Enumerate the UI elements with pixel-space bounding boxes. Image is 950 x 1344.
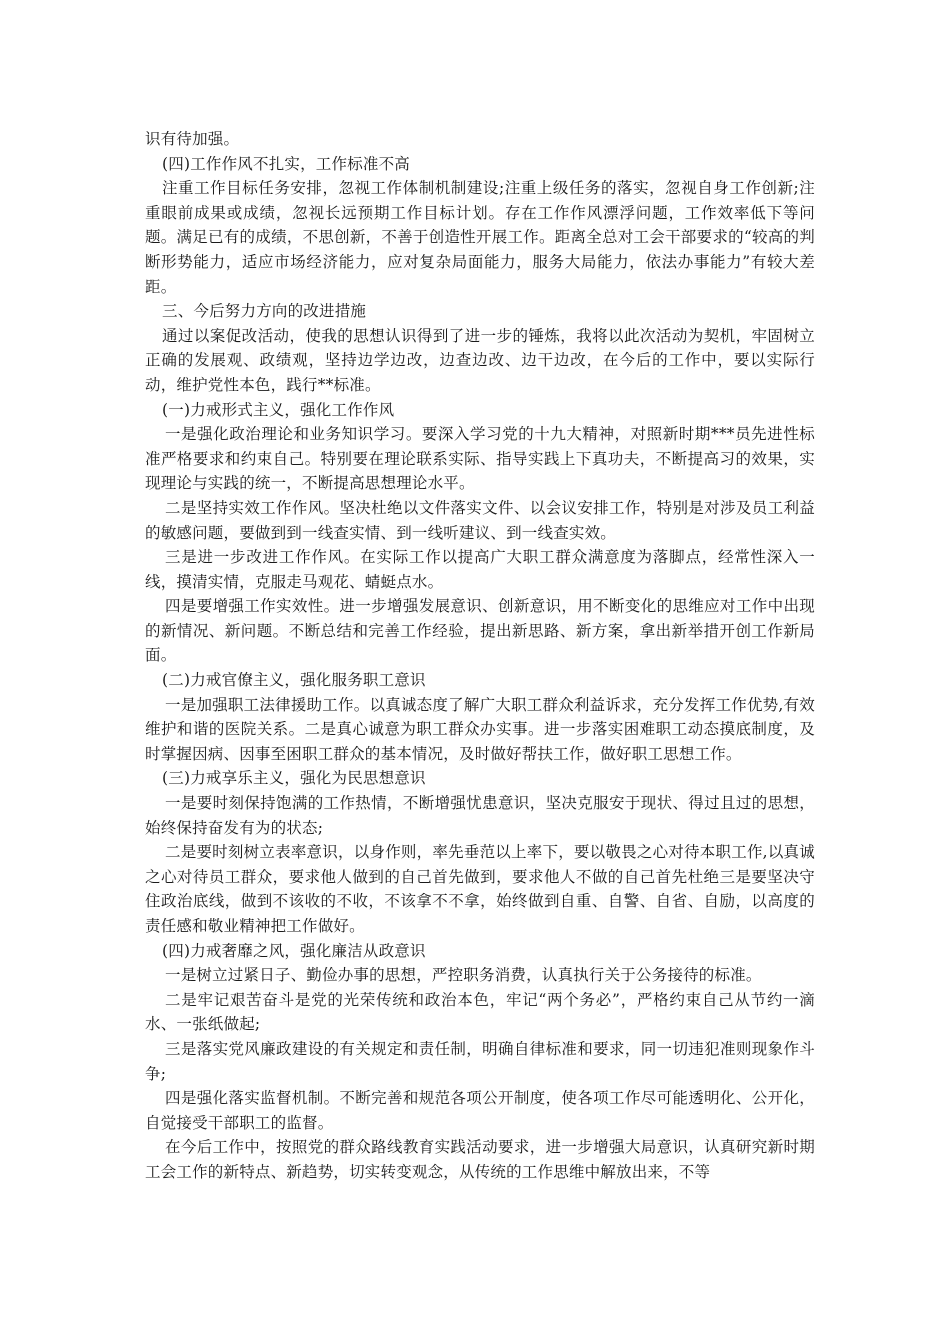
section-heading-4b: (四)力戒奢靡之风，强化廉洁从政意识: [162, 941, 426, 960]
paragraph: 通过以案促改活动，使我的思想认识得到了进一步的锤炼，我将以此次活动为契机，牢固树立正确的发展观、政绩观，坚持边学边改，边查边改、边干边改，在今后的工作中，要以实际行动，维护党性本色，践行**标准。: [145, 326, 815, 394]
paragraph: 三是落实党风廉政建设的有关规定和责任制，明确自律标准和要求，同一切违犯准则现象作斗争;: [145, 1039, 815, 1083]
document-body: [145, 127, 815, 1185]
section-heading-1: (一)力戒形式主义，强化工作作风: [162, 400, 395, 419]
section-heading-3: (三)力戒享乐主义，强化为民思想意识: [162, 769, 426, 788]
paragraph: 一是要时刻保持饱满的工作热情，不断增强忧患意识，坚决克服安于现状、得过且过的思想，始终保持奋发有为的状态;: [145, 794, 815, 837]
section-heading-4: (四)工作作风不扎实，工作标准不高: [162, 154, 410, 173]
paragraph: 三是进一步改进工作作风。在实际工作以提高广大职工群众满意度为落脚点，经常性深入一线，摸清实情，克服走马观花、蜻蜓点水。: [145, 548, 815, 591]
chapter-heading-3: 三、今后努力方向的改进措施: [162, 302, 367, 321]
section-heading-2: (二)力戒官僚主义，强化服务职工意识: [162, 671, 426, 690]
paragraph-continuation: 识有待加强。: [145, 130, 240, 148]
paragraph: 二是坚持实效工作作风。坚决杜绝以文件落实文件、以会议安排工作，特别是对涉及员工利益的敏感问题，要做到到一线查实情、到一线听建议、到一线查实效。: [145, 498, 815, 542]
paragraph: 四是要增强工作实效性。进一步增强发展意识、创新意识，用不断变化的思维应对工作中出现的新情况、新问题。不断总结和完善工作经验，提出新思路、新方案，拿出新举措开创工作新局面。: [145, 597, 815, 665]
paragraph: 二是要时刻树立表率意识，以身作则，率先垂范以上率下，要以敬畏之心对待本职工作,以真诚之心对待员工群众，要求他人做到的自己首先做到，要求他人不做的自己首先杜绝三是要坚决守住政治底线，做到不该收的不收，不该拿不不拿，始终做到自重、自警、自省、自励，以高度的责任感和敬业精神把工作做好。: [145, 843, 815, 935]
paragraph: 一是树立过紧日子、勤俭办事的思想，严控职务消费，认真执行关于公务接待的标准。: [165, 966, 762, 985]
paragraph: 注重工作目标任务安排，忽视工作体制机制建设;注重上级任务的落实，忽视自身工作创新;注重眼前成果或成绩，忽视长远预期工作目标计划。存在工作作风漂浮问题，工作效率低下等问题。满足已有的成绩，不思创新，不善于创造性开展工作。距离全总对工会干部要求的“较高的判断形势能力，适应市场经济能力，应对复杂局面能力，服务大局能力，依法办事能力”有较大差距。: [145, 179, 815, 296]
paragraph: 一是强化政治理论和业务知识学习。要深入学习党的十九大精神，对照新时期***员先进性标准严格要求和约束自己。特别要在理论联系实际、指导实践上下真功夫，不断提高习的效果，实现理论与实践的统一，不断提高思想理论水平。: [145, 425, 815, 493]
paragraph: 一是加强职工法律援助工作。以真诚态度了解广大职工群众利益诉求，充分发挥工作优势,有效维护和谐的医院关系。二是真心诚意为职工群众办实事。进一步落实困难职工动态摸底制度，及时掌握因病、因事至困职工群众的基本情况，及时做好帮扶工作，做好职工思想工作。: [145, 695, 815, 763]
paragraph: 二是牢记艰苦奋斗是党的光荣传统和政治本色，牢记“两个务必”，严格约束自己从节约一滴水、一张纸做起;: [145, 990, 815, 1034]
paragraph: 四是强化落实监督机制。不断完善和规范各项公开制度，使各项工作尽可能透明化、公开化，自觉接受干部职工的监督。: [145, 1089, 815, 1132]
paragraph: 在今后工作中，按照党的群众路线教育实践活动要求，进一步增强大局意识，认真研究新时期工会工作的新特点、新趋势，切实转变观念，从传统的工作思维中解放出来，不等: [145, 1138, 815, 1181]
